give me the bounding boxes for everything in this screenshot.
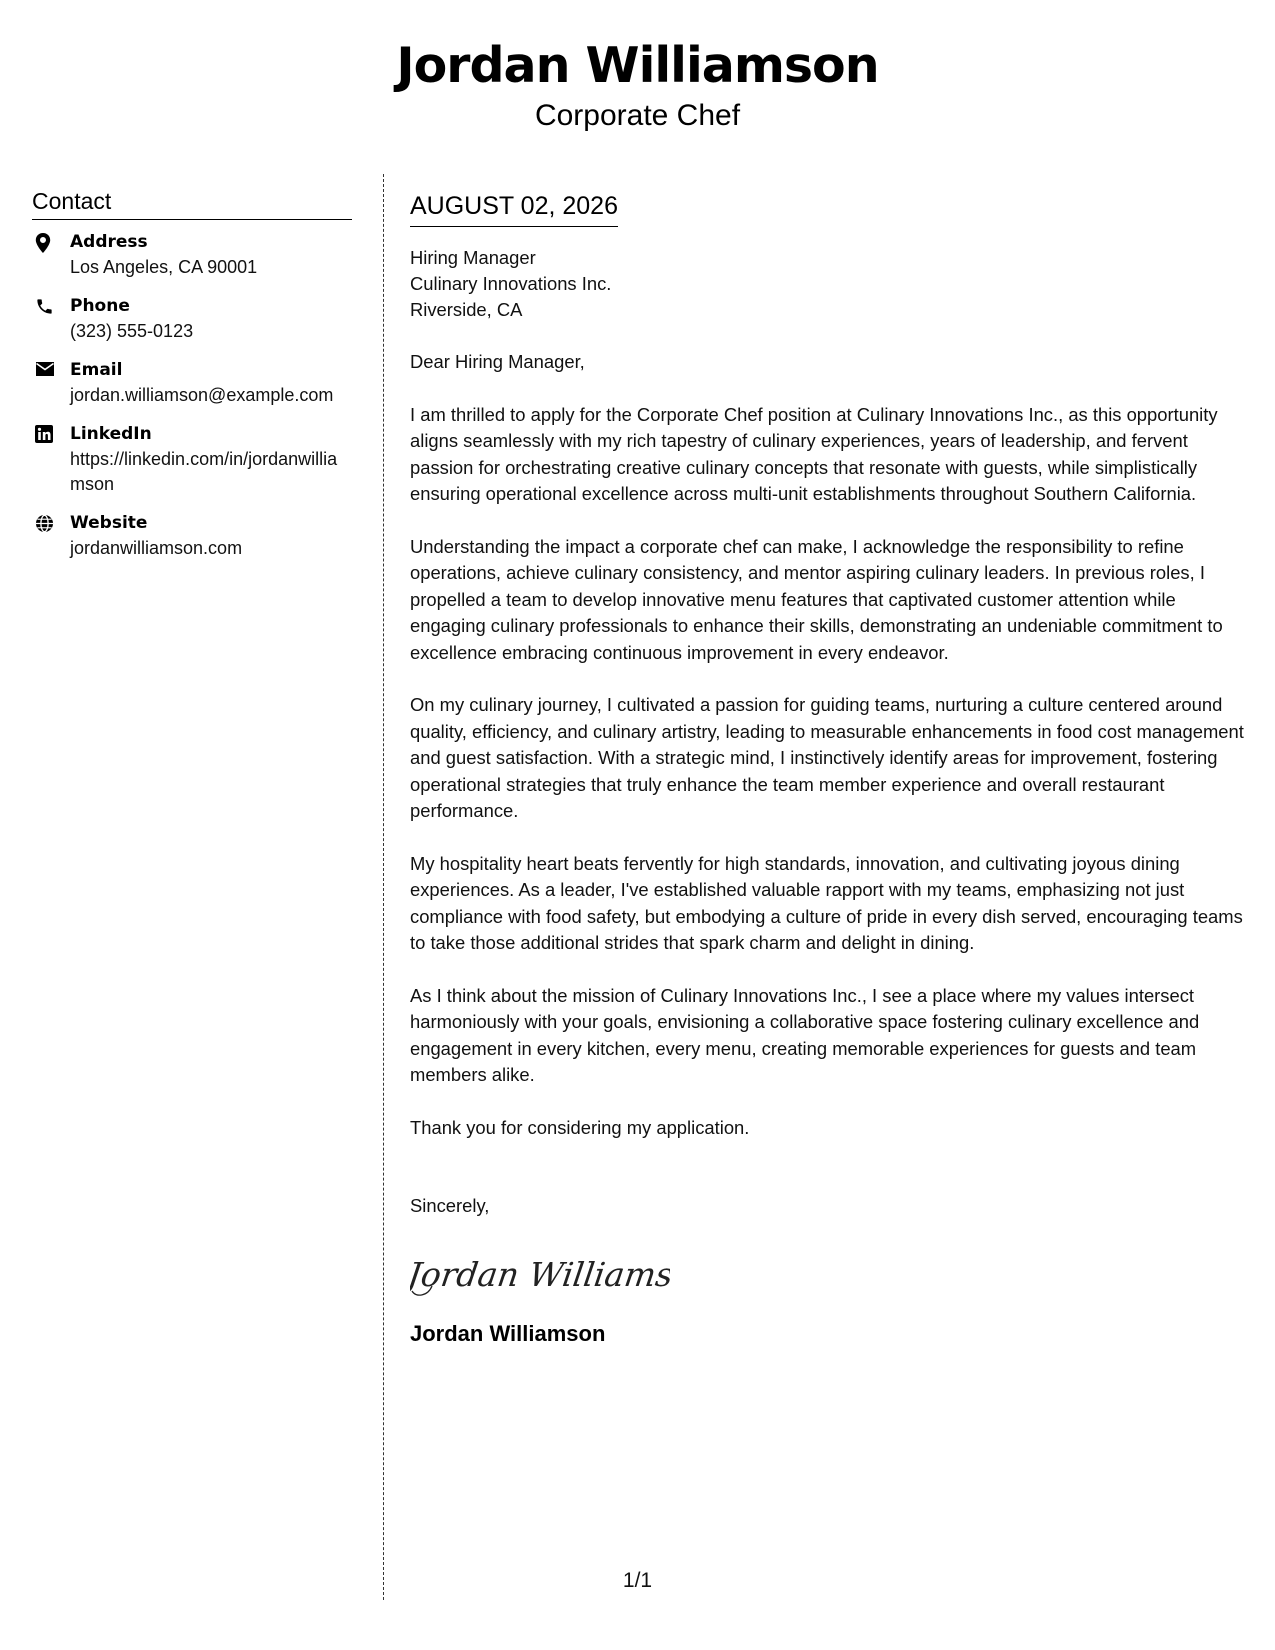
column-divider	[383, 174, 384, 1600]
signer-name: Jordan Williamson	[410, 1320, 606, 1346]
contact-item-website	[32, 511, 352, 561]
envelope-icon	[32, 358, 70, 408]
contact-label: Website	[70, 513, 148, 533]
recipient-block	[410, 245, 1255, 323]
resume-header	[0, 36, 1275, 134]
contact-list	[32, 230, 352, 561]
contact-label: Phone	[70, 296, 130, 316]
signature-text: Jordan Williams	[410, 1254, 670, 1294]
contact-label: Address	[70, 232, 148, 252]
closing: Sincerely,	[410, 1195, 490, 1216]
contact-label: Email	[70, 360, 123, 380]
phone-value: (323) 555-0123	[70, 321, 194, 341]
linkedin-value: https://linkedin.com/in/jordanwilliamson	[70, 449, 338, 494]
contact-heading: Contact	[32, 186, 352, 220]
letter-paragraph: On my culinary journey, I cultivated a passion for guiding teams, nurturing a culture centered around quality, efficiency, and culinary artistry, leading to measurable enhancements in food cost management and guest satisfaction. With a strategic mind, I instinctively identify areas for improvement, fostering operational strategies that truly enhance the team member experience and overall restaurant performance.	[410, 694, 1244, 821]
letter-paragraph: I am thrilled to apply for the Corporate Chef position at Culinary Innovations Inc., as this opportunity aligns seamlessly with my rich tapestry of culinary experiences, years of leadership, and fervent passion for orchestrating creative culinary concepts that resonate with guests, while simplistically ensuring operational excellence across multi-unit establishments throughout Southern California.	[410, 403, 1218, 504]
linkedin-icon	[32, 422, 70, 497]
contact-item-email	[32, 358, 352, 408]
page-number: 1/1	[622, 1569, 653, 1592]
contact-item-address	[32, 230, 352, 280]
letter-body	[410, 190, 1255, 1348]
recipient-location: Riverside, CA	[410, 299, 523, 320]
signature-image	[410, 1246, 1255, 1306]
website-value: jordanwilliamson.com	[70, 538, 243, 558]
contact-item-linkedin	[32, 422, 352, 497]
contact-sidebar	[32, 186, 352, 575]
letter-paragraph: Understanding the impact a corporate chef can make, I acknowledge the responsibility to refine operations, achieve culinary consistency, and mentor aspiring culinary leaders. In previous roles, I propelled a team to develop innovative menu features that captivated customer attention while engaging culinary professionals to enhance their skills, demonstrating an undeniable commitment to excellence embracing continuous improvement in every endeavor.	[410, 535, 1223, 663]
globe-icon	[32, 511, 70, 561]
contact-item-phone	[32, 294, 352, 344]
job-title: Corporate Chef	[534, 99, 741, 132]
letter-date: AUGUST 02, 2026	[410, 190, 618, 227]
phone-icon	[32, 294, 70, 344]
contact-label: LinkedIn	[70, 424, 152, 444]
email-value: jordan.williamson@example.com	[70, 385, 334, 405]
letter-paragraph: As I think about the mission of Culinary Innovations Inc., I see a place where my values intersect harmoniously with your goals, envisioning a collaborative space fostering culinary excellence and engagement in every kitchen, every menu, creating memorable experiences for guests and team members alike.	[410, 984, 1200, 1085]
recipient-title: Hiring Manager	[410, 247, 536, 268]
salutation: Dear Hiring Manager,	[410, 351, 585, 372]
letter-paragraph: My hospitality heart beats fervently for high standards, innovation, and cultivating joyous dining experiences. As a leader, I've established valuable rapport with my teams, emphasizing not just compliance with food safety, but embodying a culture of pride in every dish served, encouraging teams to take those additional strides that spark charm and delight in dining.	[410, 852, 1243, 953]
address-value: Los Angeles, CA 90001	[70, 257, 258, 277]
recipient-company: Culinary Innovations Inc.	[410, 273, 612, 294]
applicant-name: Jordan Williamson	[396, 37, 879, 94]
letter-paragraph: Thank you for considering my application.	[410, 1116, 750, 1138]
location-pin-icon	[32, 230, 70, 280]
